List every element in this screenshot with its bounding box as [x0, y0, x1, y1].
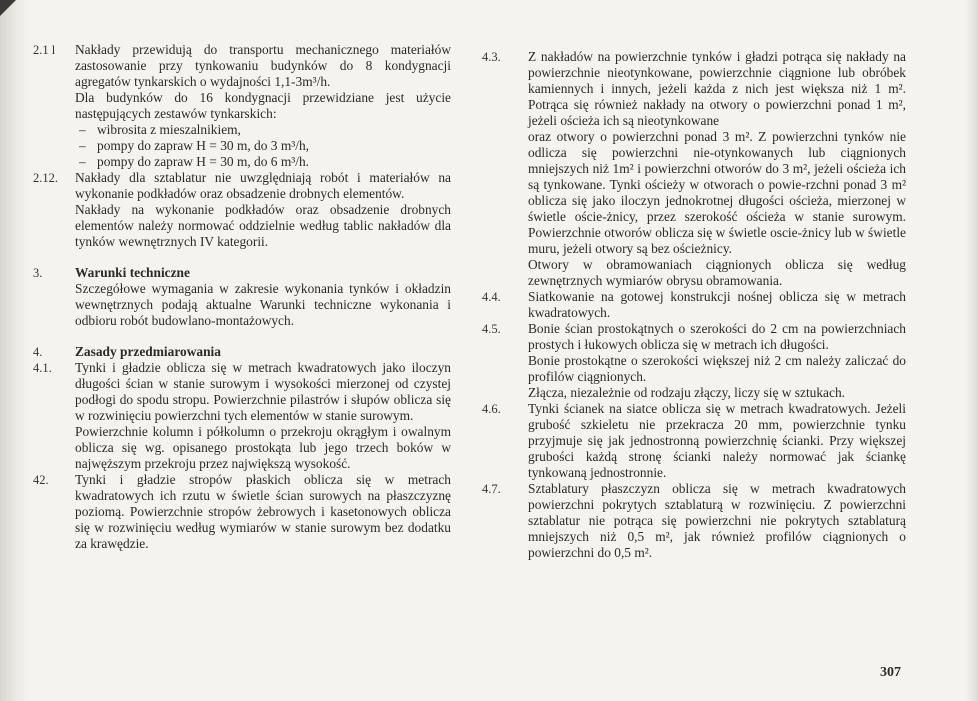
section-number: 4.6. [482, 402, 501, 416]
page-number: 307 [880, 665, 901, 680]
paragraph: Dla budynków do 16 kondygnacji przewidziane jest użycie następujących zestawów tynkarskich: [75, 90, 451, 121]
paragraph: Sztablatury płaszczyzn oblicza się w metrach kwadratowych powierzchni pokrytych sztablaturą w rozwinięciu. Z powierzchni sztablatur nie potrąca się powierzchni nie pokrytych sztablaturą mniejszych niż 0,5 m², jak również profilów ciągnionych o powierzchni do 0,5 m². [528, 481, 906, 560]
paragraph: Złącza, niezależnie od rodzaju złączy, liczy się w sztukach. [528, 385, 845, 400]
paragraph: Tynki i gładzie stropów płaskich oblicza się w metrach kwadratowych ich rzutu w świetle ścian surowych na płaszczyznę poziomą. Powierzchnie stropów żebrowych i kasetonowych oblicza się w rozwinięciu według wymiarów w stanie surowym bez dodatku za krawędzie. [75, 472, 451, 551]
paragraph: Bonie prostokątne o szerokości większej niż 2 cm należy zaliczać do profilów ciągnionych. [528, 353, 906, 384]
list-item: – pompy do zapraw H = 30 m, do 6 m³/h. [75, 154, 451, 170]
section-heading: Warunki techniczne [75, 265, 190, 280]
section-number: 4.3. [482, 50, 501, 64]
section-number: 4.1. [33, 361, 52, 375]
paragraph: Tynki ścianek na siatce oblicza się w metrach kwadratowych. Jeżeli grubość szkieletu nie przekracza 20 mm, powierzchnie tynku przyjmuje się jak jednostronną powierzchnię ścianki. Przy większej grubości każdą stronę ścianki należy normować jak ściankę tynkowaną jednostronnie. [528, 401, 906, 480]
section-number: 2.1 l [33, 43, 56, 57]
section-4-3 [482, 49, 906, 289]
paragraph: Nakłady przewidują do transportu mechanicznego materiałów zastosowanie przy tynkowaniu budynków do 8 kondygnacji agregatów tynkarskich o wydajności 1,1-3m³/h. [75, 42, 451, 89]
right-column [482, 49, 906, 561]
paragraph: Tynki i gładzie oblicza się w metrach kwadratowych jako iloczyn długości ścian w stanie surowym i wysokości mierzonej od czystej podłogi do spodu stropu. Powierzchnie pilastrów i słupów oblicza się w rozwinięciu powierzchni tych elementów w stanie surowym. [75, 360, 451, 423]
section-2-11 [33, 42, 451, 170]
section-number: 3. [33, 266, 43, 280]
section-number: 2.12. [33, 171, 58, 185]
paragraph: Siatkowanie na gotowej konstrukcji nośnej oblicza się w metrach kwadratowych. [528, 289, 906, 320]
equipment-list [75, 122, 451, 170]
left-column [33, 42, 451, 552]
paragraph: oraz otwory o powierzchni ponad 3 m². Z powierzchni tynków nie odlicza się powierzchni nie-otynkowanych lub ciągnionych mniejszych niż 1m² i powierzchni otworów do 3 m², jeżeli ościeża ich są tynkowane. Tynki ościeży w otworach o powie-rzchni ponad 3 m² oblicza się jako iloczyn jednokrotnej długości ościeża, mierzonej w świetle oście-żnicy, przez szerokość ościeża w stanie surowym. Powierzchnie otworów oblicza się w świetle oscie-żnicy lub w świetle muru, jeżeli otwory są bez ościeżnicy. [528, 129, 906, 256]
section-2-12 [33, 170, 451, 250]
section-number: 4. [33, 345, 43, 359]
section-number: 4.5. [482, 322, 501, 336]
gutter-shadow [0, 0, 30, 701]
paragraph: Bonie ścian prostokątnych o szerokości do 2 cm na powierzchniach prostych i łukowych oblicza się w metrach ich długości. [528, 321, 906, 352]
page-edge-shadow [966, 0, 978, 701]
section-4-2 [33, 472, 451, 552]
paragraph: Z nakładów na powierzchnie tynków i gładzi potrąca się nakłady na powierzchnie nieotynkowane, powierzchnie ciągnione lub obróbek kamiennych i innych, jeżeli każda z nich jest większa niż 1 m². Potrąca się również nakłady na otwory o powierzchni ponad 1 m², jeżeli ościeża ich są nieotynkowane [528, 49, 906, 128]
section-heading: Zasady przedmiarowania [75, 344, 221, 359]
section-number: 4.7. [482, 482, 501, 496]
section-4-6 [482, 401, 906, 481]
section-4-4 [482, 289, 906, 321]
section-number: 42. [33, 473, 49, 487]
paragraph: Powierzchnie kolumn i półkolumn o przekroju okrągłym i owalnym oblicza się wg. opisanego prostokąta lub jego trzech boków w najwęższym przekroju przez największą wysokość. [75, 424, 451, 471]
section-number: 4.4. [482, 290, 501, 304]
page-corner-mark [0, 0, 16, 16]
paragraph: Szczegółowe wymagania w zakresie wykonania tynków i okładzin wewnętrznych podają aktualne Warunki techniczne wykonania i odbioru robót budowlano-montażowych. [75, 281, 451, 328]
paragraph: Otwory w obramowaniach ciągnionych oblicza się według zewnętrznych wymiarów obrysu obramowania. [528, 257, 906, 288]
section-4 [33, 344, 451, 360]
section-4-7 [482, 481, 906, 561]
list-item: – wibrosita z mieszalnikiem, [75, 122, 451, 138]
section-4-5 [482, 321, 906, 401]
section-3 [33, 265, 451, 329]
list-item: – pompy do zapraw H = 30 m, do 3 m³/h, [75, 138, 451, 154]
section-4-1 [33, 360, 451, 472]
paragraph: Nakłady na wykonanie podkładów oraz obsadzenie drobnych elementów należy normować oddzielnie według tablic nakładów dla tynków wewnętrznych IV kategorii. [75, 202, 451, 249]
paragraph: Nakłady dla sztablatur nie uwzględniają robót i materiałów na wykonanie podkładów oraz obsadzenie drobnych elementów. [75, 170, 451, 201]
